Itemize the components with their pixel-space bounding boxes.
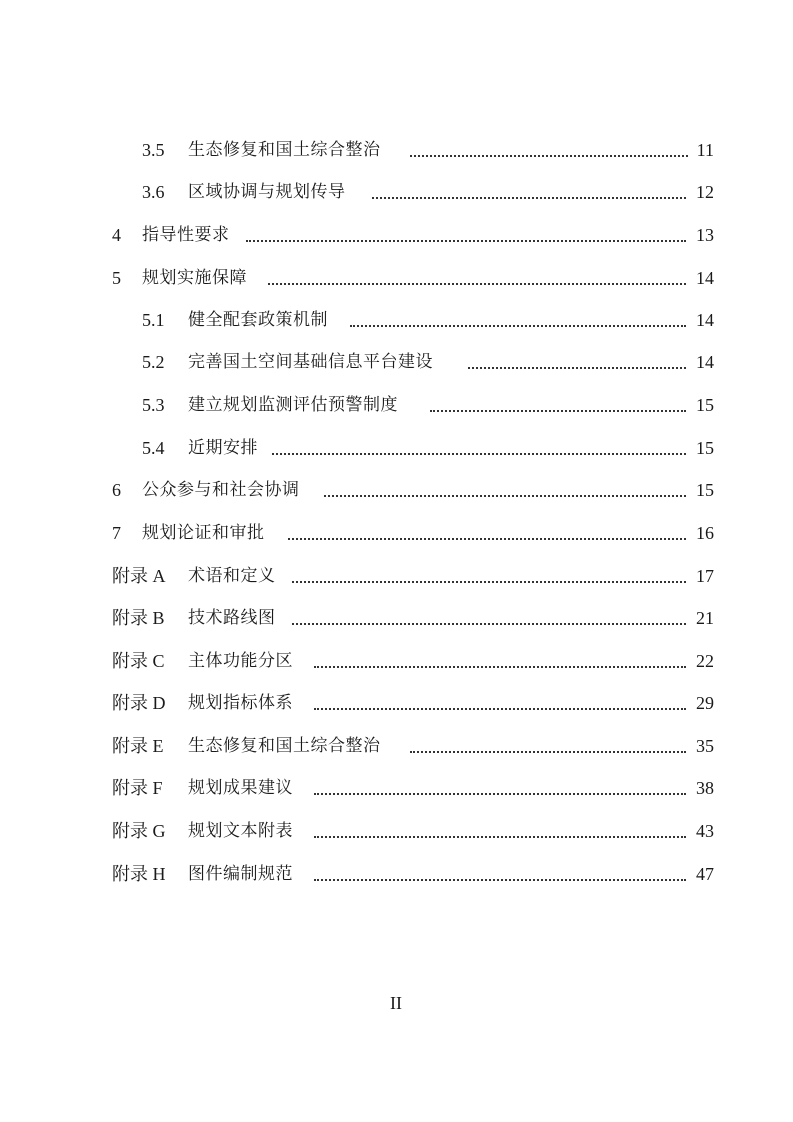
toc-entry-page: 16	[696, 523, 714, 543]
toc-entry[interactable]	[0, 646, 793, 676]
toc-entry-title: 完善国土空间基础信息平台建设	[188, 352, 433, 372]
toc-dot-leader	[314, 836, 686, 838]
toc-entry-page: 29	[696, 693, 714, 713]
page-number: II	[390, 993, 402, 1013]
toc-entry-page: 11	[696, 140, 714, 160]
toc-entry[interactable]	[0, 475, 793, 505]
toc-entry-page: 15	[696, 438, 714, 458]
toc-dot-leader	[314, 708, 686, 710]
toc-dot-leader	[292, 581, 686, 583]
toc-entry[interactable]	[0, 220, 793, 250]
toc-entry-title: 近期安排	[188, 438, 258, 458]
toc-dot-leader	[468, 367, 686, 369]
toc-entry-title: 图件编制规范	[188, 864, 293, 884]
toc-entry-number: 5.3	[142, 395, 165, 415]
toc-entry[interactable]	[0, 177, 793, 207]
toc-entry-page: 14	[696, 310, 714, 330]
toc-entry-page: 15	[696, 480, 714, 500]
toc-entry[interactable]	[0, 135, 793, 165]
toc-entry-title: 主体功能分区	[188, 651, 293, 671]
toc-entry-page: 38	[696, 778, 714, 798]
toc-entry-page: 17	[696, 566, 714, 586]
toc-entry[interactable]	[0, 433, 793, 463]
toc-entry-page: 14	[696, 268, 714, 288]
toc-entry-title: 建立规划监测评估预警制度	[188, 395, 398, 415]
toc-entry-title: 术语和定义	[188, 566, 276, 586]
toc-dot-leader	[430, 410, 686, 412]
toc-dot-leader	[410, 751, 686, 753]
toc-entry-title: 规划文本附表	[188, 821, 293, 841]
toc-entry-title: 区域协调与规划传导	[188, 182, 346, 202]
toc-entry-page: 43	[696, 821, 714, 841]
toc-entry-page: 35	[696, 736, 714, 756]
toc-entry[interactable]	[0, 305, 793, 335]
toc-entry[interactable]	[0, 731, 793, 761]
toc-entry-number: 附录 A	[112, 566, 166, 586]
toc-dot-leader	[324, 495, 686, 497]
toc-entry[interactable]	[0, 390, 793, 420]
toc-dot-leader	[272, 453, 686, 455]
toc-entry-number: 附录 E	[112, 736, 164, 756]
toc-entry-number: 3.6	[142, 182, 165, 202]
toc-entry-number: 5.2	[142, 352, 165, 372]
toc-entry-number: 附录 F	[112, 778, 163, 798]
toc-entry[interactable]	[0, 263, 793, 293]
toc-entry-page: 13	[696, 225, 714, 245]
toc-entry[interactable]	[0, 347, 793, 377]
toc-dot-leader	[410, 155, 688, 157]
toc-entry-title: 生态修复和国土综合整治	[188, 140, 381, 160]
toc-entry-page: 21	[696, 608, 714, 628]
toc-dot-leader	[314, 879, 686, 881]
toc-entry-title: 指导性要求	[142, 225, 230, 245]
toc-entry-title: 规划指标体系	[188, 693, 293, 713]
toc-dot-leader	[288, 538, 686, 540]
toc-entry-title: 技术路线图	[188, 608, 276, 628]
toc-entry-title: 规划实施保障	[142, 268, 247, 288]
toc-entry-number: 附录 C	[112, 651, 165, 671]
toc-entry[interactable]	[0, 816, 793, 846]
toc-dot-leader	[350, 325, 686, 327]
toc-entry-title: 规划论证和审批	[142, 523, 265, 543]
toc-entry-number: 5	[112, 268, 121, 288]
toc-entry-number: 5.4	[142, 438, 165, 458]
toc-entry[interactable]	[0, 518, 793, 548]
toc-dot-leader	[314, 793, 686, 795]
toc-entry-number: 7	[112, 523, 121, 543]
toc-entry-page: 15	[696, 395, 714, 415]
toc-entry-page: 22	[696, 651, 714, 671]
toc-entry-title: 生态修复和国土综合整治	[188, 736, 381, 756]
toc-entry-page: 12	[696, 182, 714, 202]
toc-entry-number: 4	[112, 225, 121, 245]
toc-entry-title: 健全配套政策机制	[188, 310, 328, 330]
toc-dot-leader	[292, 623, 686, 625]
toc-entry[interactable]	[0, 859, 793, 889]
toc-entry-number: 附录 G	[112, 821, 166, 841]
toc-dot-leader	[314, 666, 686, 668]
toc-dot-leader	[372, 197, 686, 199]
toc-entry-number: 5.1	[142, 310, 165, 330]
toc-entry-number: 附录 B	[112, 608, 165, 628]
toc-entry[interactable]	[0, 561, 793, 591]
toc-entry-page: 47	[696, 864, 714, 884]
toc-entry-number: 6	[112, 480, 121, 500]
toc-entry-title: 规划成果建议	[188, 778, 293, 798]
toc-entry-page: 14	[696, 352, 714, 372]
toc-entry[interactable]	[0, 773, 793, 803]
toc-entry-number: 附录 D	[112, 693, 166, 713]
toc-entry-number: 3.5	[142, 140, 165, 160]
toc-entry-number: 附录 H	[112, 864, 166, 884]
toc-entry[interactable]	[0, 688, 793, 718]
toc-entry[interactable]	[0, 603, 793, 633]
toc-entry-title: 公众参与和社会协调	[142, 480, 300, 500]
toc-dot-leader	[268, 283, 686, 285]
toc-dot-leader	[246, 240, 686, 242]
